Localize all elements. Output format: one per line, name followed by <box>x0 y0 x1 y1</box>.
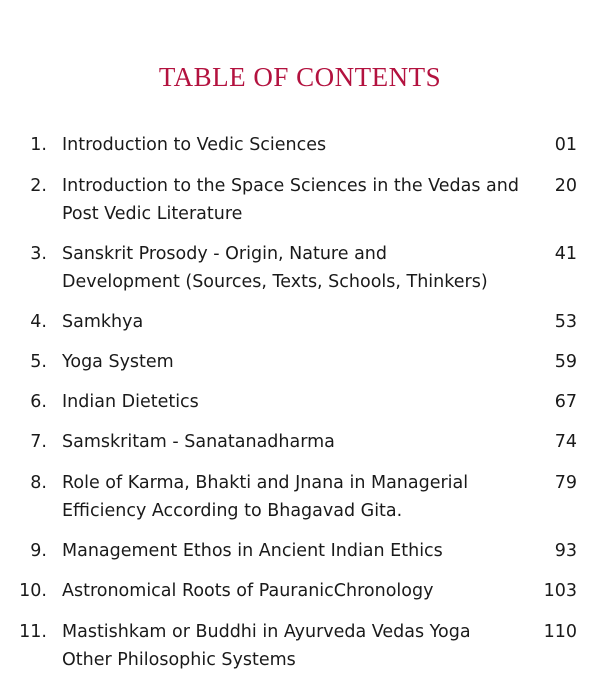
entry-number: 8. <box>30 473 47 493</box>
entry-title-line: Management Ethos in Ancient Indian Ethics <box>62 541 443 561</box>
entry-page-number: 59 <box>554 352 577 372</box>
entry-title <box>62 131 540 159</box>
entry-title <box>62 618 540 674</box>
entry-title <box>62 428 540 456</box>
entry-title-line: Introduction to the Space Sciences in the Vedas and <box>62 176 519 196</box>
entry-title-line: Post Vedic Literature <box>62 204 243 224</box>
entry-title <box>62 388 540 416</box>
entry-page-number: 103 <box>543 581 577 601</box>
entry-number: 4. <box>30 312 47 332</box>
entry-title-line: Other Philosophic Systems <box>62 650 296 670</box>
entry-number: 2. <box>30 176 47 196</box>
entry-title <box>62 537 540 565</box>
entry-number: 11. <box>19 622 47 642</box>
entry-number: 10. <box>19 581 47 601</box>
entry-title-line: Development (Sources, Texts, Schools, Thinkers) <box>62 272 488 292</box>
entry-title <box>62 308 540 336</box>
entry-number: 7. <box>30 432 47 452</box>
entry-page-number: 74 <box>554 432 577 452</box>
entry-title-line: Role of Karma, Bhakti and Jnana in Managerial <box>62 473 469 493</box>
entry-page-number: 53 <box>554 312 577 332</box>
entry-title <box>62 348 540 376</box>
entry-title <box>62 577 540 605</box>
entry-title-line: Efficiency According to Bhagavad Gita. <box>62 501 403 521</box>
entry-number: 3. <box>30 244 47 264</box>
entry-number: 9. <box>30 541 47 561</box>
entry-title <box>62 172 540 228</box>
entry-number: 5. <box>30 352 47 372</box>
entry-page-number: 67 <box>554 392 577 412</box>
entry-number: 6. <box>30 392 47 412</box>
entry-number: 1. <box>30 135 47 155</box>
entry-title <box>62 469 540 525</box>
entry-title <box>62 240 540 296</box>
entry-page-number: 41 <box>554 244 577 264</box>
entry-title-line: Sanskrit Prosody - Origin, Nature and <box>62 244 387 264</box>
entry-title-line: Introduction to Vedic Sciences <box>62 135 327 155</box>
entry-page-number: 20 <box>554 176 577 196</box>
entry-title-line: Astronomical Roots of PauranicChronology <box>62 581 434 601</box>
entry-title-line: Samkhya <box>62 312 144 332</box>
entry-page-number: 110 <box>543 622 577 642</box>
page-title: TABLE OF CONTENTS <box>158 62 442 92</box>
entry-page-number: 79 <box>554 473 577 493</box>
entry-page-number: 01 <box>554 135 577 155</box>
entry-title-line: Mastishkam or Buddhi in Ayurveda Vedas Yoga <box>62 622 471 642</box>
entry-page-number: 93 <box>554 541 577 561</box>
entry-title-line: Samskritam - Sanatanadharma <box>62 432 335 452</box>
entry-title-line: Indian Dietetics <box>62 392 199 412</box>
entry-title-line: Yoga System <box>62 352 174 372</box>
